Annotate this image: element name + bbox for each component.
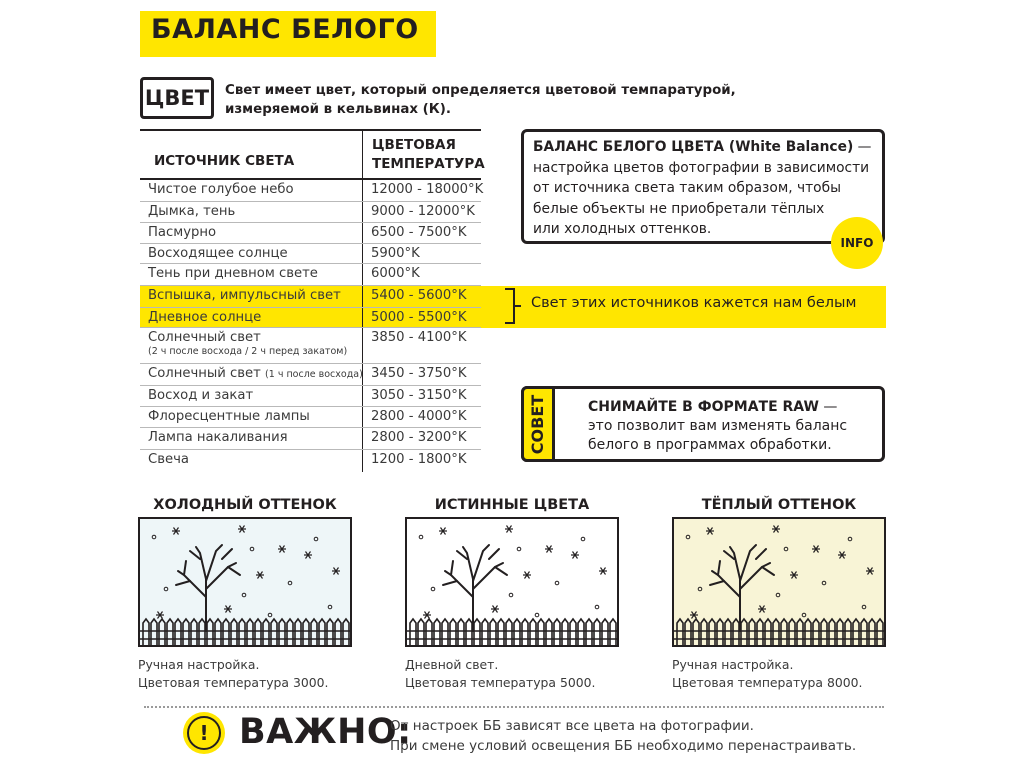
info-term: БАЛАНС БЕЛОГО ЦВЕТА (White Balance) bbox=[533, 139, 854, 155]
table-header-temperature-line-1: ЦВЕТОВАЯ bbox=[372, 137, 456, 153]
white-light-bracket-tick bbox=[514, 305, 521, 307]
fence-icon bbox=[674, 619, 884, 645]
snowflake-icon bbox=[256, 572, 264, 579]
snowflake-icon bbox=[758, 606, 766, 613]
snow-dot bbox=[419, 535, 423, 539]
snow-dot bbox=[517, 547, 521, 551]
snow-dot bbox=[314, 537, 318, 541]
color-temperature-cell: 5400 - 5600°K bbox=[371, 288, 467, 303]
warning-symbol: ! bbox=[187, 716, 221, 750]
tree-icon bbox=[176, 545, 240, 631]
snowflake-icon bbox=[866, 568, 874, 575]
table-row bbox=[140, 386, 481, 407]
light-source-name: Солнечный свет bbox=[148, 330, 261, 345]
snow-dot bbox=[686, 535, 690, 539]
warning-title: ВАЖНО: bbox=[239, 712, 412, 752]
light-source-name: Пасмурно bbox=[148, 225, 217, 240]
snowflake-icon bbox=[505, 526, 513, 533]
snow-dot bbox=[288, 581, 292, 585]
snow-dot bbox=[431, 587, 435, 591]
snow-dot bbox=[535, 613, 539, 617]
snow-dot bbox=[848, 537, 852, 541]
table-row bbox=[140, 407, 481, 428]
light-source-name: Дымка, тень bbox=[148, 204, 236, 219]
snowflake-icon bbox=[790, 572, 798, 579]
snow-dot bbox=[555, 581, 559, 585]
info-line-2: настройка цветов фотографии в зависимости bbox=[533, 159, 870, 176]
info-badge: INFO bbox=[831, 217, 883, 269]
light-source-cell bbox=[148, 366, 363, 381]
snowflake-icon bbox=[304, 552, 312, 559]
light-source-cell bbox=[148, 204, 235, 219]
example-title: ТЁПЛЫЙ ОТТЕНОК bbox=[701, 497, 857, 513]
snowflake-icon bbox=[706, 528, 714, 535]
tip-tag-label: СОВЕТ bbox=[528, 394, 548, 454]
table-row bbox=[140, 202, 481, 223]
color-temperature-cell: 6000°K bbox=[371, 266, 420, 281]
snowflake-icon bbox=[523, 572, 531, 579]
snow-dot bbox=[250, 547, 254, 551]
light-source-name: Чистое голубое небо bbox=[148, 182, 294, 197]
color-temperature-cell: 2800 - 4000°K bbox=[371, 409, 467, 424]
table-row bbox=[140, 180, 484, 202]
color-temperature-cell: 2800 - 3200°K bbox=[371, 430, 467, 445]
snow-dot bbox=[268, 613, 272, 617]
snow-dot bbox=[698, 587, 702, 591]
tree-icon bbox=[443, 545, 507, 631]
table-row bbox=[140, 450, 481, 472]
table-row bbox=[140, 328, 481, 364]
snowflake-icon bbox=[423, 612, 431, 619]
info-text bbox=[533, 137, 871, 240]
winter-scene bbox=[407, 519, 617, 645]
snow-dot bbox=[595, 605, 599, 609]
light-source-cell bbox=[148, 409, 310, 424]
snowflake-icon bbox=[224, 606, 232, 613]
light-source-cell bbox=[148, 182, 294, 197]
snow-dot bbox=[581, 537, 585, 541]
color-tag: ЦВЕТ bbox=[140, 77, 214, 119]
page-title: БАЛАНС БЕЛОГО bbox=[151, 14, 419, 45]
intro-line-1: Свет имеет цвет, который определяется цветовой темпаратурой, bbox=[225, 83, 736, 98]
light-source-name: Тень при дневном свете bbox=[148, 266, 318, 281]
light-source-name: Восходящее солнце bbox=[148, 246, 288, 261]
light-source-cell bbox=[148, 310, 261, 325]
example-caption bbox=[672, 656, 862, 692]
light-source-cell bbox=[148, 430, 288, 445]
example-caption bbox=[405, 656, 595, 692]
table-row bbox=[140, 223, 481, 244]
example-illustration bbox=[672, 517, 886, 647]
light-source-note: (1 ч после восхода) bbox=[265, 369, 363, 380]
color-temperature-cell: 12000 - 18000°K bbox=[371, 182, 484, 197]
snowflake-icon bbox=[571, 552, 579, 559]
winter-scene bbox=[674, 519, 884, 645]
snowflake-icon bbox=[812, 546, 820, 553]
snowflake-icon bbox=[156, 612, 164, 619]
tip-tag bbox=[525, 386, 551, 462]
fence-icon bbox=[407, 619, 617, 645]
color-temperature-cell: 3450 - 3750°K bbox=[371, 366, 467, 381]
light-source-cell bbox=[148, 246, 288, 261]
example-title: ХОЛОДНЫЙ ОТТЕНОК bbox=[153, 497, 337, 513]
light-source-name: Восход и закат bbox=[148, 388, 254, 403]
warning-line-2: При смене условий освещения ББ необходимо перенастраивать. bbox=[390, 738, 857, 754]
example-caption-line-1: Ручная настройка. bbox=[672, 657, 794, 672]
snowflake-icon bbox=[545, 546, 553, 553]
table-row bbox=[140, 308, 481, 328]
light-source-name: Солнечный свет bbox=[148, 366, 266, 381]
intro-line-2: измеряемой в кельвинах (К). bbox=[225, 102, 451, 117]
snow-dot bbox=[862, 605, 866, 609]
tip-headline: СНИМАЙТЕ В ФОРМАТЕ RAW bbox=[588, 399, 819, 415]
example-caption-line-2: Цветовая температура 8000. bbox=[672, 675, 863, 690]
snowflake-icon bbox=[772, 526, 780, 533]
table-header-source: ИСТОЧНИК СВЕТА bbox=[154, 153, 295, 169]
snow-dot bbox=[242, 593, 246, 597]
snowflake-icon bbox=[599, 568, 607, 575]
color-temperature-cell: 9000 - 12000°K bbox=[371, 204, 475, 219]
snow-dot bbox=[509, 593, 513, 597]
fence-icon bbox=[140, 619, 350, 645]
example-illustration bbox=[405, 517, 619, 647]
white-light-note: Свет этих источников кажется нам белым bbox=[531, 295, 857, 311]
winter-scene bbox=[140, 519, 350, 645]
snow-dot bbox=[802, 613, 806, 617]
snowflake-icon bbox=[278, 546, 286, 553]
light-source-name: Дневное солнце bbox=[148, 310, 262, 325]
tip-text bbox=[588, 398, 847, 455]
example-illustration bbox=[138, 517, 352, 647]
snow-dot bbox=[152, 535, 156, 539]
table-header-temperature bbox=[372, 136, 485, 174]
tree-icon bbox=[710, 545, 774, 631]
light-source-subnote: (2 ч после восхода / 2 ч перед закатом) bbox=[148, 346, 348, 357]
color-temperature-cell: 6500 - 7500°K bbox=[371, 225, 467, 240]
light-source-name: Флоресцентные лампы bbox=[148, 409, 310, 424]
bottom-divider bbox=[144, 706, 884, 708]
color-intro bbox=[225, 81, 736, 119]
example-title: ИСТИННЫЕ ЦВЕТА bbox=[434, 497, 590, 513]
snow-dot bbox=[784, 547, 788, 551]
snowflake-icon bbox=[439, 528, 447, 535]
light-source-name: Лампа накаливания bbox=[148, 430, 288, 445]
snow-dot bbox=[776, 593, 780, 597]
tip-line-3: белого в программах обработки. bbox=[588, 437, 832, 453]
light-source-cell bbox=[148, 266, 318, 281]
example-caption-line-2: Цветовая температура 3000. bbox=[138, 675, 329, 690]
snowflake-icon bbox=[332, 568, 340, 575]
table-row bbox=[140, 286, 481, 308]
info-line-3: от источника света таким образом, чтобы bbox=[533, 180, 842, 196]
tip-dash: — bbox=[818, 399, 838, 415]
color-temperature-cell: 5900°K bbox=[371, 246, 420, 261]
example-caption-line-2: Цветовая температура 5000. bbox=[405, 675, 596, 690]
warning-line-1: От настроек ББ зависят все цвета на фотографии. bbox=[390, 718, 754, 734]
example-caption-line-1: Дневной свет. bbox=[405, 657, 499, 672]
table-header-temperature-line-2: ТЕМПЕРАТУРА bbox=[372, 156, 485, 172]
table-row bbox=[140, 428, 481, 450]
table-row bbox=[140, 264, 481, 286]
snow-dot bbox=[164, 587, 168, 591]
color-temperature-cell: 3050 - 3150°K bbox=[371, 388, 467, 403]
table-top-rule bbox=[140, 129, 481, 131]
warning-text bbox=[390, 716, 856, 756]
example-caption bbox=[138, 656, 328, 692]
snowflake-icon bbox=[838, 552, 846, 559]
snow-dot bbox=[328, 605, 332, 609]
light-source-name: Свеча bbox=[148, 452, 189, 467]
color-temperature-cell: 5000 - 5500°K bbox=[371, 310, 467, 325]
light-source-cell bbox=[148, 225, 216, 240]
snowflake-icon bbox=[491, 606, 499, 613]
light-source-cell bbox=[148, 452, 189, 467]
table-row bbox=[140, 364, 481, 386]
example-caption-line-1: Ручная настройка. bbox=[138, 657, 260, 672]
light-source-cell bbox=[148, 288, 341, 303]
snow-dot bbox=[822, 581, 826, 585]
light-source-cell bbox=[148, 388, 253, 403]
color-temperature-cell: 1200 - 1800°K bbox=[371, 452, 467, 467]
light-source-cell bbox=[148, 330, 261, 345]
info-line-5: или холодных оттенков. bbox=[533, 221, 712, 237]
snowflake-icon bbox=[172, 528, 180, 535]
snowflake-icon bbox=[690, 612, 698, 619]
color-temperature-cell: 3850 - 4100°K bbox=[371, 330, 467, 345]
info-dash: — bbox=[853, 139, 872, 155]
tip-line-2: это позволит вам изменять баланс bbox=[588, 418, 848, 434]
table-row bbox=[140, 244, 481, 264]
info-line-4: белые объекты не приобретали тёплых bbox=[533, 200, 825, 217]
snowflake-icon bbox=[238, 526, 246, 533]
warning-icon bbox=[183, 712, 225, 754]
light-source-name: Вспышка, импульсный свет bbox=[148, 288, 341, 303]
